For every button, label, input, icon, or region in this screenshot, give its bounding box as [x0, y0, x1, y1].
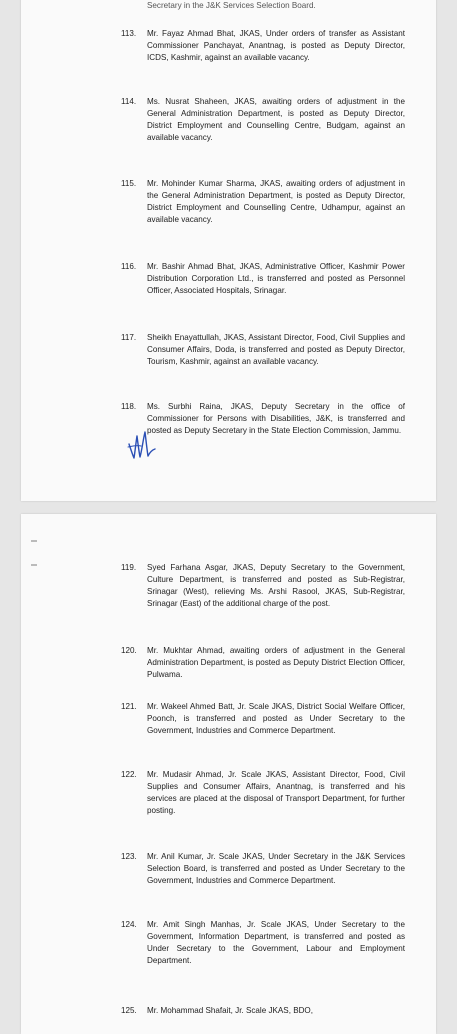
handwritten-signature [125, 422, 159, 462]
list-item: 115. Mr. Mohinder Kumar Sharma, JKAS, awaiting orders of adjustment in the General Administration Department, is posted as Deputy Director, District Employment and Counselling Centre, Udhampur, against an available vacancy. [121, 179, 405, 224]
list-item: 124. Mr. Amit Singh Manhas, Jr. Scale JKAS, Under Secretary to the Government, Information Department, is transferred and posted as Under Secretary to the Government, Labour and Employment Department. [121, 920, 405, 965]
list-item: 122. Mr. Mudasir Ahmad, Jr. Scale JKAS, Assistant Director, Food, Civil Supplies and Consumer Affairs, Anantnag, is transferred and his services are placed at the disposal of Transport Department, for further posting. [121, 770, 405, 815]
document-page-1 [21, 0, 436, 501]
list-item: 123. Mr. Anil Kumar, Jr. Scale JKAS, Under Secretary in the J&K Services Selection Board, is transferred and posted as Under Secretary to the Government, Industries and Commerce Department. [121, 852, 405, 885]
list-item: 117. Sheikh Enayattullah, JKAS, Assistant Director, Food, Civil Supplies and Consumer Affairs, Doda, is transferred and posted as Deputy Director, Tourism, Kashmir, against an available vacancy. [121, 333, 405, 366]
list-item: 125. Mr. Mohammad Shafait, Jr. Scale JKAS, BDO, [121, 1006, 313, 1015]
list-item: 119. Syed Farhana Asgar, JKAS, Deputy Secretary to the Government, Culture Department, is transferred and posted as Sub-Registrar, Srinagar (West), relieving Ms. Arshi Rasool, JKAS, Sub-Registrar, Srinagar (East) of the additional charge of the post. [121, 563, 405, 608]
list-item: 116. Mr. Bashir Ahmad Bhat, JKAS, Administrative Officer, Kashmir Power Distribution Corporation Ltd., is transferred and posted as Personnel Officer, Associated Hospitals, Srinagar. [121, 262, 405, 295]
scan-mark [31, 564, 37, 566]
list-item: 121. Mr. Wakeel Ahmed Batt, Jr. Scale JKAS, District Social Welfare Officer, Poonch, is transferred and posted as Under Secretary to the Government, Industries and Commerce Department. [121, 702, 405, 735]
previous-item-fragment: Secretary in the J&K Services Selection Board. [147, 1, 316, 10]
list-item: 120. Mr. Mukhtar Ahmad, awaiting orders of adjustment in the General Administration Department, is posted as Deputy District Election Officer, Pulwama. [121, 646, 405, 679]
list-item: 113. Mr. Fayaz Ahmad Bhat, JKAS, Under orders of transfer as Assistant Commissioner Panchayat, Anantnag, is posted as Deputy Director, ICDS, Kashmir, against an available vacancy. [121, 29, 405, 62]
scan-mark [31, 540, 37, 542]
list-item: 114. Ms. Nusrat Shaheen, JKAS, awaiting orders of adjustment in the General Administration Department, is posted as Deputy Director, District Employment and Counselling Centre, Budgam, against an available vacancy. [121, 97, 405, 142]
document-page-2 [21, 514, 436, 1034]
list-item: 118. Ms. Surbhi Raina, JKAS, Deputy Secretary in the office of Commissioner for Persons with Disabilities, J&K, is transferred and posted as Deputy Secretary in the State Election Commission, Jammu. [121, 402, 405, 435]
